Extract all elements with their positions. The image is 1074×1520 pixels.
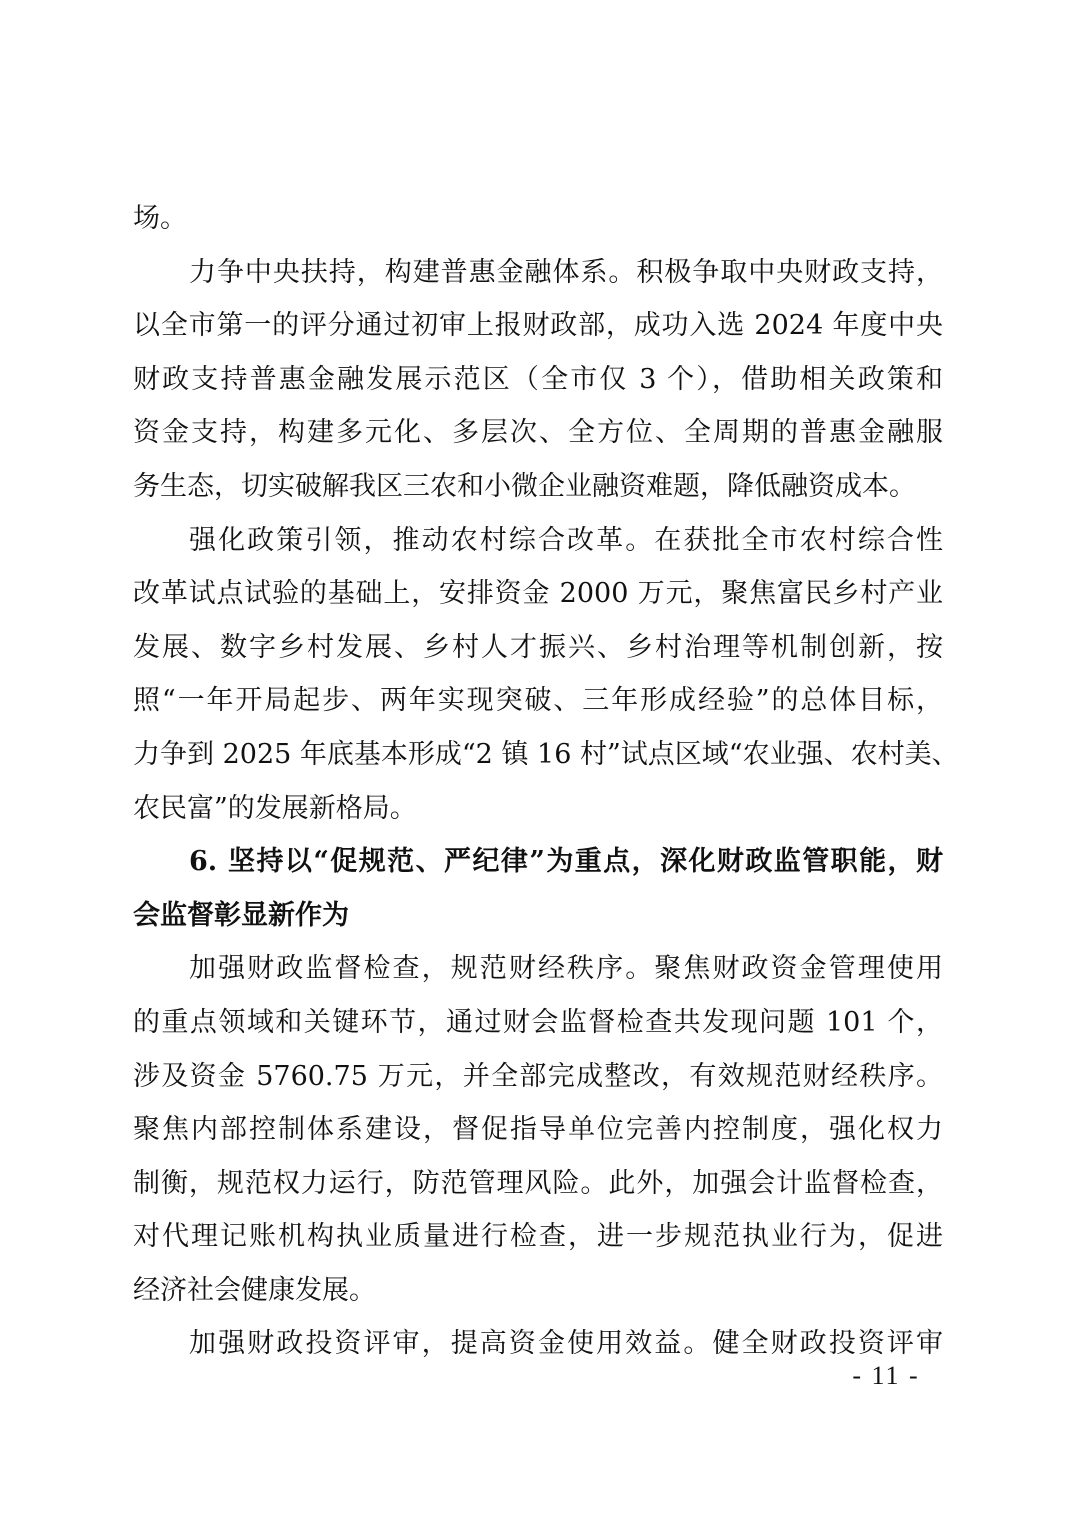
paragraph-supervision <box>133 942 943 1317</box>
text-line: 农民富”的发展新格局。 <box>133 792 417 824</box>
text-line: 制衡，规范权力运行，防范管理风险。此外，加强会计监督检查， <box>133 1167 943 1199</box>
text-line: 务生态，切实破解我区三农和小微企业融资难题，降低融资成本。 <box>133 470 916 502</box>
text-line: 资金支持，构建多元化、多层次、全方位、全周期的普惠金融服 <box>133 417 943 449</box>
text-line: 经济社会健康发展。 <box>133 1274 376 1306</box>
paragraph-rural-reform <box>133 514 959 836</box>
paragraph-investment-review <box>133 1317 943 1371</box>
text-line: 财政支持普惠金融发展示范区（全市仅 3 个），借助相关政策和 <box>133 363 943 395</box>
section-heading <box>133 835 943 942</box>
text-line: 发展、数字乡村发展、乡村人才振兴、乡村治理等机制创新，按 <box>133 631 943 663</box>
text-line: 强化政策引领，推动农村综合改革。在获批全市农村综合性 <box>189 524 943 556</box>
text-line: 加强财政投资评审，提高资金使用效益。健全财政投资评审 <box>189 1328 943 1360</box>
text-line: 对代理记账机构执业质量进行检查，进一步规范执业行为，促进 <box>133 1221 943 1253</box>
text-line: 的重点领域和关键环节，通过财会监督检查共发现问题 101 个， <box>133 1006 943 1038</box>
text-line: 场。 <box>133 203 187 234</box>
body-text <box>133 192 959 1371</box>
paragraph-inclusive-finance <box>133 246 943 514</box>
page-number: - 11 - <box>852 1361 920 1390</box>
text-line: 加强财政监督检查，规范财经秩序。聚焦财政资金管理使用 <box>189 953 943 985</box>
paragraph-continuation <box>133 192 943 246</box>
heading-line: 6. 坚持以“促规范、严纪律”为重点，深化财政监管职能，财 <box>189 846 943 878</box>
text-line: 力争中央扶持，构建普惠金融体系。积极争取中央财政支持， <box>189 256 943 288</box>
text-line: 以全市第一的评分通过初审上报财政部，成功入选 2024 年度中央 <box>133 310 943 342</box>
text-line: 力争到 2025 年底基本形成“2 镇 16 村”试点区域“农业强、农村美、 <box>133 738 959 770</box>
text-line: 聚焦内部控制体系建设，督促指导单位完善内控制度，强化权力 <box>133 1114 943 1146</box>
text-line: 涉及资金 5760.75 万元，并全部完成整改，有效规范财经秩序。 <box>133 1060 943 1092</box>
heading-line: 会监督彰显新作为 <box>133 899 349 931</box>
text-line: 改革试点试验的基础上，安排资金 2000 万元，聚焦富民乡村产业 <box>133 578 943 610</box>
text-line: 照“一年开局起步、两年实现突破、三年形成经验”的总体目标， <box>133 685 943 717</box>
